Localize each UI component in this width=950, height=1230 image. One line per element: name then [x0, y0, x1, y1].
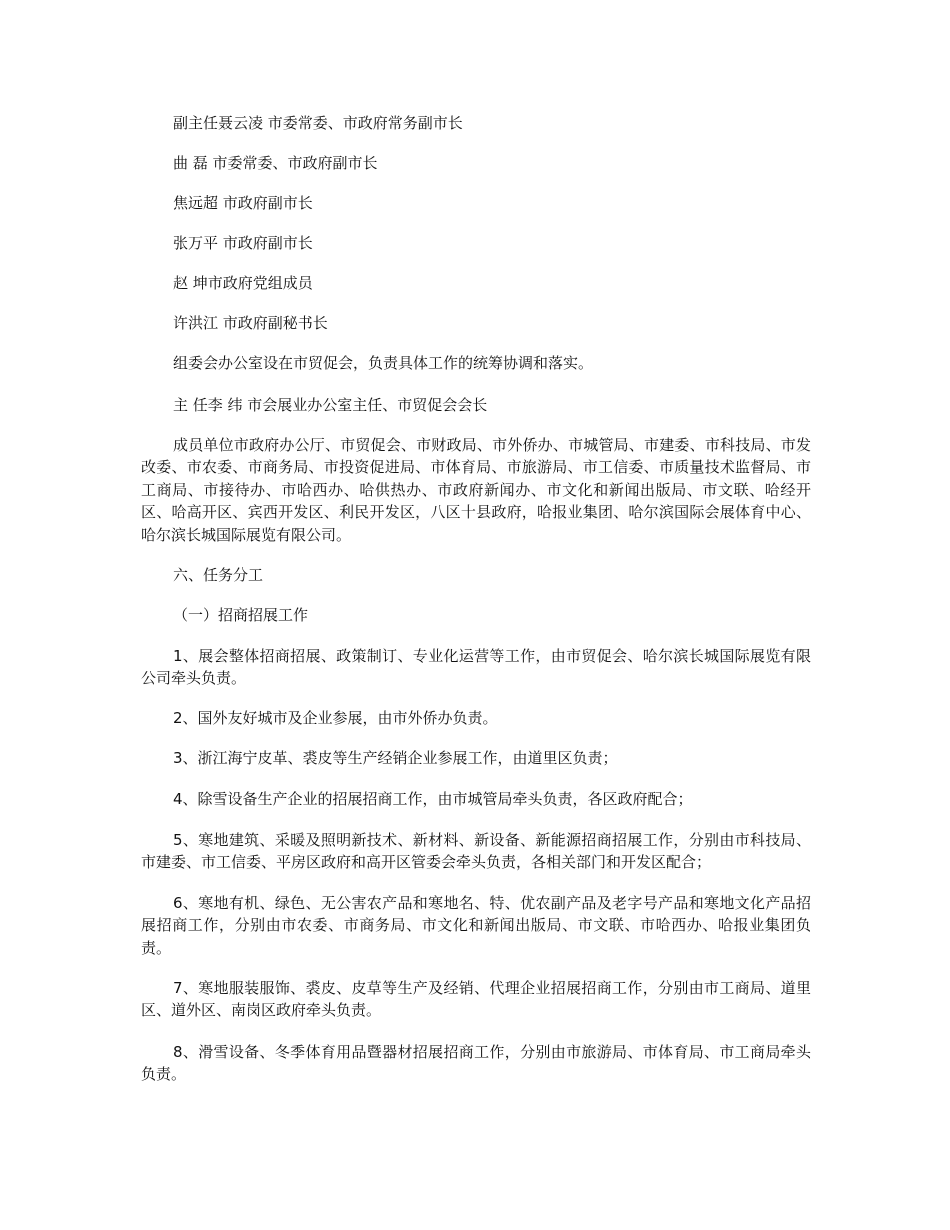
- committee-line-vice-director: 副主任聂云凌 市委常委、市政府常务副市长: [173, 114, 463, 132]
- office-director-line: 主 任李 纬 市会展业办公室主任、市贸促会会长: [173, 396, 488, 414]
- section-heading: 六、任务分工: [173, 566, 264, 584]
- committee-line-member-jiao: 焦远超 市政府副市长: [173, 194, 313, 212]
- task-item-3: 3、浙江海宁皮革、裘皮等生产经销企业参展工作，由道里区负责；: [173, 749, 618, 767]
- committee-line-member-zhao: 赵 坤市政府党组成员: [173, 274, 313, 292]
- subsection-heading: （一）招商招展工作: [173, 606, 309, 624]
- member-units-paragraph: 成员单位市政府办公厅、市贸促会、市财政局、市外侨办、市城管局、市建委、市科技局、市发改委、市农委、市商务局、市投资促进局、市体育局、市旅游局、市工信委、市质量技术监督局、市工商局、市接待办、市哈西办、哈供热办、市政府新闻办、市文化和新闻出版局、市文联、哈经开区、哈高开区、宾西开发区、利民开发区，八区十县政府，哈报业集团、哈尔滨国际会展体育中心、哈尔滨长城国际展览有限公司。: [141, 436, 811, 544]
- committee-line-member-xu: 许洪江 市政府副秘书长: [173, 314, 328, 332]
- committee-line-member-qu: 曲 磊 市委常委、市政府副市长: [173, 154, 378, 172]
- committee-line-member-zhang: 张万平 市政府副市长: [173, 234, 313, 252]
- office-description: 组委会办公室设在市贸促会，负责具体工作的统筹协调和落实。: [173, 354, 594, 372]
- task-item-6: 6、寒地有机、绿色、无公害农产品和寒地名、特、优农副产品及老字号产品和寒地文化产品招展招商工作，分别由市农委、市商务局、市文化和新闻出版局、市文联、市哈西办、哈报业集团负责。: [141, 894, 811, 957]
- task-item-7: 7、寒地服装服饰、裘皮、皮草等生产及经销、代理企业招展招商工作，分别由市工商局、道里区、道外区、南岗区政府牵头负责。: [141, 979, 811, 1020]
- task-item-2: 2、国外友好城市及企业参展，由市外侨办负责。: [173, 709, 498, 727]
- task-item-5: 5、寒地建筑、采暖及照明新技术、新材料、新设备、新能源招商招展工作，分别由市科技局、市建委、市工信委、平房区政府和高开区管委会牵头负责，各相关部门和开发区配合；: [141, 831, 811, 872]
- task-item-8: 8、滑雪设备、冬季体育用品暨器材招展招商工作，分别由市旅游局、市体育局、市工商局牵头负责。: [141, 1043, 811, 1084]
- task-item-4: 4、除雪设备生产企业的招展招商工作，由市城管局牵头负责，各区政府配合；: [173, 790, 693, 808]
- task-item-1: 1、展会整体招商招展、政策制订、专业化运营等工作，由市贸促会、哈尔滨长城国际展览有限公司牵头负责。: [141, 647, 811, 688]
